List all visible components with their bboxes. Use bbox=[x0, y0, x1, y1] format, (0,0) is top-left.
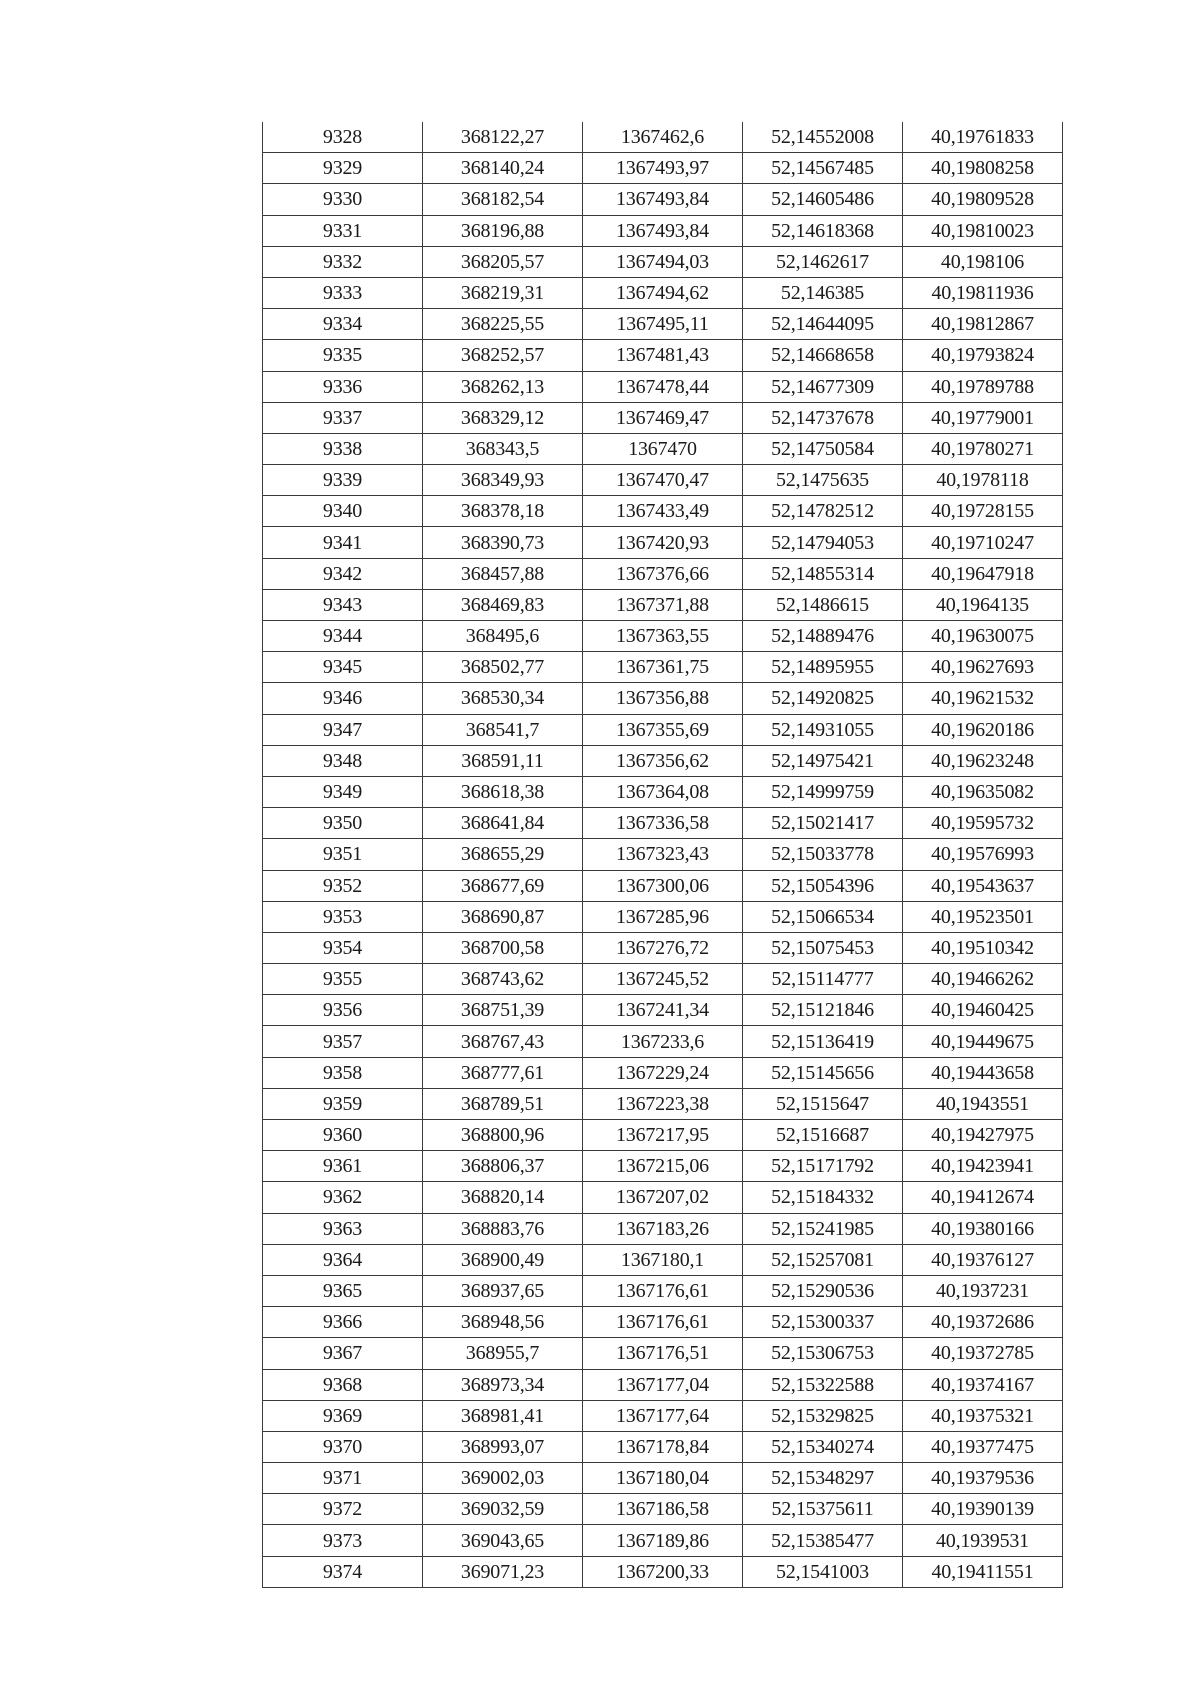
x-coordinate-cell: 368196,88 bbox=[423, 215, 583, 246]
table-row bbox=[263, 808, 1063, 839]
table-row bbox=[263, 1026, 1063, 1057]
point-number-cell: 9349 bbox=[263, 776, 423, 807]
y-coordinate-cell: 1367183,26 bbox=[583, 1213, 743, 1244]
latitude-cell: 52,15257081 bbox=[743, 1244, 903, 1275]
latitude-cell: 52,1486615 bbox=[743, 589, 903, 620]
y-coordinate-cell: 1367494,03 bbox=[583, 246, 743, 277]
longitude-cell: 40,1943551 bbox=[903, 1088, 1063, 1119]
point-number-cell: 9345 bbox=[263, 652, 423, 683]
latitude-cell: 52,14677309 bbox=[743, 371, 903, 402]
longitude-cell: 40,198106 bbox=[903, 246, 1063, 277]
table-row bbox=[263, 309, 1063, 340]
table-row bbox=[263, 1431, 1063, 1462]
y-coordinate-cell: 1367300,06 bbox=[583, 870, 743, 901]
longitude-cell: 40,19510342 bbox=[903, 932, 1063, 963]
latitude-cell: 52,15241985 bbox=[743, 1213, 903, 1244]
point-number-cell: 9373 bbox=[263, 1525, 423, 1556]
latitude-cell: 52,1475635 bbox=[743, 465, 903, 496]
x-coordinate-cell: 368751,39 bbox=[423, 995, 583, 1026]
x-coordinate-cell: 368378,18 bbox=[423, 496, 583, 527]
longitude-cell: 40,19390139 bbox=[903, 1494, 1063, 1525]
longitude-cell: 40,19647918 bbox=[903, 558, 1063, 589]
point-number-cell: 9366 bbox=[263, 1307, 423, 1338]
y-coordinate-cell: 1367229,24 bbox=[583, 1057, 743, 1088]
latitude-cell: 52,15066534 bbox=[743, 901, 903, 932]
point-number-cell: 9348 bbox=[263, 745, 423, 776]
latitude-cell: 52,14644095 bbox=[743, 309, 903, 340]
point-number-cell: 9351 bbox=[263, 839, 423, 870]
x-coordinate-cell: 368182,54 bbox=[423, 184, 583, 215]
latitude-cell: 52,14931055 bbox=[743, 714, 903, 745]
y-coordinate-cell: 1367481,43 bbox=[583, 340, 743, 371]
latitude-cell: 52,15171792 bbox=[743, 1151, 903, 1182]
y-coordinate-cell: 1367178,84 bbox=[583, 1431, 743, 1462]
longitude-cell: 40,19411551 bbox=[903, 1556, 1063, 1587]
latitude-cell: 52,14889476 bbox=[743, 621, 903, 652]
x-coordinate-cell: 368777,61 bbox=[423, 1057, 583, 1088]
longitude-cell: 40,1939531 bbox=[903, 1525, 1063, 1556]
x-coordinate-cell: 368262,13 bbox=[423, 371, 583, 402]
point-number-cell: 9352 bbox=[263, 870, 423, 901]
x-coordinate-cell: 369032,59 bbox=[423, 1494, 583, 1525]
longitude-cell: 40,19808258 bbox=[903, 153, 1063, 184]
x-coordinate-cell: 368900,49 bbox=[423, 1244, 583, 1275]
longitude-cell: 40,19379536 bbox=[903, 1463, 1063, 1494]
x-coordinate-cell: 368591,11 bbox=[423, 745, 583, 776]
latitude-cell: 52,15375611 bbox=[743, 1494, 903, 1525]
point-number-cell: 9362 bbox=[263, 1182, 423, 1213]
y-coordinate-cell: 1367176,61 bbox=[583, 1307, 743, 1338]
longitude-cell: 40,19728155 bbox=[903, 496, 1063, 527]
table-row bbox=[263, 402, 1063, 433]
table-row bbox=[263, 932, 1063, 963]
y-coordinate-cell: 1367376,66 bbox=[583, 558, 743, 589]
x-coordinate-cell: 369071,23 bbox=[423, 1556, 583, 1587]
y-coordinate-cell: 1367364,08 bbox=[583, 776, 743, 807]
x-coordinate-cell: 368690,87 bbox=[423, 901, 583, 932]
point-number-cell: 9361 bbox=[263, 1151, 423, 1182]
latitude-cell: 52,15340274 bbox=[743, 1431, 903, 1462]
x-coordinate-cell: 368502,77 bbox=[423, 652, 583, 683]
point-number-cell: 9341 bbox=[263, 527, 423, 558]
longitude-cell: 40,19427975 bbox=[903, 1120, 1063, 1151]
table-row bbox=[263, 995, 1063, 1026]
x-coordinate-cell: 368469,83 bbox=[423, 589, 583, 620]
longitude-cell: 40,19810023 bbox=[903, 215, 1063, 246]
table-row bbox=[263, 1525, 1063, 1556]
table-row bbox=[263, 683, 1063, 714]
latitude-cell: 52,1541003 bbox=[743, 1556, 903, 1587]
y-coordinate-cell: 1367285,96 bbox=[583, 901, 743, 932]
longitude-cell: 40,19372785 bbox=[903, 1338, 1063, 1369]
latitude-cell: 52,1462617 bbox=[743, 246, 903, 277]
point-number-cell: 9347 bbox=[263, 714, 423, 745]
latitude-cell: 52,1516687 bbox=[743, 1120, 903, 1151]
longitude-cell: 40,19376127 bbox=[903, 1244, 1063, 1275]
latitude-cell: 52,14895955 bbox=[743, 652, 903, 683]
latitude-cell: 52,14975421 bbox=[743, 745, 903, 776]
x-coordinate-cell: 368700,58 bbox=[423, 932, 583, 963]
longitude-cell: 40,19374167 bbox=[903, 1369, 1063, 1400]
latitude-cell: 52,15033778 bbox=[743, 839, 903, 870]
table-row bbox=[263, 184, 1063, 215]
latitude-cell: 52,15075453 bbox=[743, 932, 903, 963]
table-row bbox=[263, 496, 1063, 527]
table-row bbox=[263, 465, 1063, 496]
point-number-cell: 9359 bbox=[263, 1088, 423, 1119]
table-row bbox=[263, 1494, 1063, 1525]
point-number-cell: 9369 bbox=[263, 1400, 423, 1431]
table-row bbox=[263, 1244, 1063, 1275]
point-number-cell: 9337 bbox=[263, 402, 423, 433]
table-row bbox=[263, 122, 1063, 153]
longitude-cell: 40,19380166 bbox=[903, 1213, 1063, 1244]
x-coordinate-cell: 368743,62 bbox=[423, 964, 583, 995]
x-coordinate-cell: 368981,41 bbox=[423, 1400, 583, 1431]
latitude-cell: 52,15300337 bbox=[743, 1307, 903, 1338]
table-row bbox=[263, 964, 1063, 995]
point-number-cell: 9339 bbox=[263, 465, 423, 496]
y-coordinate-cell: 1367356,62 bbox=[583, 745, 743, 776]
point-number-cell: 9332 bbox=[263, 246, 423, 277]
table-row bbox=[263, 589, 1063, 620]
table-row bbox=[263, 527, 1063, 558]
y-coordinate-cell: 1367493,97 bbox=[583, 153, 743, 184]
y-coordinate-cell: 1367494,62 bbox=[583, 277, 743, 308]
coordinates-table bbox=[262, 122, 1063, 1588]
latitude-cell: 52,15021417 bbox=[743, 808, 903, 839]
point-number-cell: 9357 bbox=[263, 1026, 423, 1057]
longitude-cell: 40,19627693 bbox=[903, 652, 1063, 683]
point-number-cell: 9354 bbox=[263, 932, 423, 963]
table-row bbox=[263, 1556, 1063, 1587]
point-number-cell: 9358 bbox=[263, 1057, 423, 1088]
table-row bbox=[263, 870, 1063, 901]
table-row bbox=[263, 1120, 1063, 1151]
y-coordinate-cell: 1367355,69 bbox=[583, 714, 743, 745]
y-coordinate-cell: 1367245,52 bbox=[583, 964, 743, 995]
y-coordinate-cell: 1367233,6 bbox=[583, 1026, 743, 1057]
y-coordinate-cell: 1367207,02 bbox=[583, 1182, 743, 1213]
y-coordinate-cell: 1367371,88 bbox=[583, 589, 743, 620]
latitude-cell: 52,146385 bbox=[743, 277, 903, 308]
x-coordinate-cell: 368205,57 bbox=[423, 246, 583, 277]
point-number-cell: 9343 bbox=[263, 589, 423, 620]
latitude-cell: 52,14567485 bbox=[743, 153, 903, 184]
longitude-cell: 40,1937231 bbox=[903, 1275, 1063, 1306]
point-number-cell: 9336 bbox=[263, 371, 423, 402]
point-number-cell: 9360 bbox=[263, 1120, 423, 1151]
y-coordinate-cell: 1367189,86 bbox=[583, 1525, 743, 1556]
table-row bbox=[263, 714, 1063, 745]
latitude-cell: 52,1515647 bbox=[743, 1088, 903, 1119]
latitude-cell: 52,15136419 bbox=[743, 1026, 903, 1057]
point-number-cell: 9371 bbox=[263, 1463, 423, 1494]
table-row bbox=[263, 277, 1063, 308]
x-coordinate-cell: 368767,43 bbox=[423, 1026, 583, 1057]
point-number-cell: 9364 bbox=[263, 1244, 423, 1275]
table-row bbox=[263, 153, 1063, 184]
longitude-cell: 40,19423941 bbox=[903, 1151, 1063, 1182]
table-row bbox=[263, 1275, 1063, 1306]
x-coordinate-cell: 368677,69 bbox=[423, 870, 583, 901]
point-number-cell: 9342 bbox=[263, 558, 423, 589]
longitude-cell: 40,19793824 bbox=[903, 340, 1063, 371]
longitude-cell: 40,19630075 bbox=[903, 621, 1063, 652]
x-coordinate-cell: 368541,7 bbox=[423, 714, 583, 745]
table-row bbox=[263, 1369, 1063, 1400]
point-number-cell: 9328 bbox=[263, 122, 423, 153]
longitude-cell: 40,19620186 bbox=[903, 714, 1063, 745]
y-coordinate-cell: 1367180,1 bbox=[583, 1244, 743, 1275]
x-coordinate-cell: 368948,56 bbox=[423, 1307, 583, 1338]
point-number-cell: 9365 bbox=[263, 1275, 423, 1306]
point-number-cell: 9346 bbox=[263, 683, 423, 714]
latitude-cell: 52,14999759 bbox=[743, 776, 903, 807]
x-coordinate-cell: 368820,14 bbox=[423, 1182, 583, 1213]
x-coordinate-cell: 368806,37 bbox=[423, 1151, 583, 1182]
longitude-cell: 40,19377475 bbox=[903, 1431, 1063, 1462]
longitude-cell: 40,19372686 bbox=[903, 1307, 1063, 1338]
x-coordinate-cell: 368457,88 bbox=[423, 558, 583, 589]
point-number-cell: 9368 bbox=[263, 1369, 423, 1400]
table-row bbox=[263, 340, 1063, 371]
longitude-cell: 40,19812867 bbox=[903, 309, 1063, 340]
point-number-cell: 9334 bbox=[263, 309, 423, 340]
table-row bbox=[263, 215, 1063, 246]
table-row bbox=[263, 246, 1063, 277]
latitude-cell: 52,14794053 bbox=[743, 527, 903, 558]
point-number-cell: 9374 bbox=[263, 1556, 423, 1587]
table-row bbox=[263, 901, 1063, 932]
x-coordinate-cell: 368390,73 bbox=[423, 527, 583, 558]
x-coordinate-cell: 368343,5 bbox=[423, 433, 583, 464]
y-coordinate-cell: 1367323,43 bbox=[583, 839, 743, 870]
x-coordinate-cell: 368122,27 bbox=[423, 122, 583, 153]
y-coordinate-cell: 1367223,38 bbox=[583, 1088, 743, 1119]
table-row bbox=[263, 1213, 1063, 1244]
longitude-cell: 40,19449675 bbox=[903, 1026, 1063, 1057]
table-row bbox=[263, 1338, 1063, 1369]
longitude-cell: 40,1978118 bbox=[903, 465, 1063, 496]
latitude-cell: 52,15385477 bbox=[743, 1525, 903, 1556]
y-coordinate-cell: 1367180,04 bbox=[583, 1463, 743, 1494]
point-number-cell: 9350 bbox=[263, 808, 423, 839]
y-coordinate-cell: 1367276,72 bbox=[583, 932, 743, 963]
longitude-cell: 40,19761833 bbox=[903, 122, 1063, 153]
latitude-cell: 52,14920825 bbox=[743, 683, 903, 714]
table-row bbox=[263, 1182, 1063, 1213]
latitude-cell: 52,14668658 bbox=[743, 340, 903, 371]
table-row bbox=[263, 1151, 1063, 1182]
point-number-cell: 9363 bbox=[263, 1213, 423, 1244]
latitude-cell: 52,15114777 bbox=[743, 964, 903, 995]
table-row bbox=[263, 1088, 1063, 1119]
table-row bbox=[263, 1057, 1063, 1088]
y-coordinate-cell: 1367493,84 bbox=[583, 184, 743, 215]
x-coordinate-cell: 368655,29 bbox=[423, 839, 583, 870]
y-coordinate-cell: 1367361,75 bbox=[583, 652, 743, 683]
x-coordinate-cell: 368329,12 bbox=[423, 402, 583, 433]
x-coordinate-cell: 368937,65 bbox=[423, 1275, 583, 1306]
table-row bbox=[263, 621, 1063, 652]
latitude-cell: 52,15184332 bbox=[743, 1182, 903, 1213]
latitude-cell: 52,14782512 bbox=[743, 496, 903, 527]
point-number-cell: 9333 bbox=[263, 277, 423, 308]
table-row bbox=[263, 745, 1063, 776]
point-number-cell: 9367 bbox=[263, 1338, 423, 1369]
y-coordinate-cell: 1367356,88 bbox=[583, 683, 743, 714]
y-coordinate-cell: 1367177,64 bbox=[583, 1400, 743, 1431]
x-coordinate-cell: 368618,38 bbox=[423, 776, 583, 807]
longitude-cell: 40,19779001 bbox=[903, 402, 1063, 433]
y-coordinate-cell: 1367363,55 bbox=[583, 621, 743, 652]
x-coordinate-cell: 368641,84 bbox=[423, 808, 583, 839]
latitude-cell: 52,15121846 bbox=[743, 995, 903, 1026]
point-number-cell: 9370 bbox=[263, 1431, 423, 1462]
table-row bbox=[263, 433, 1063, 464]
y-coordinate-cell: 1367493,84 bbox=[583, 215, 743, 246]
point-number-cell: 9340 bbox=[263, 496, 423, 527]
point-number-cell: 9335 bbox=[263, 340, 423, 371]
x-coordinate-cell: 368789,51 bbox=[423, 1088, 583, 1119]
y-coordinate-cell: 1367462,6 bbox=[583, 122, 743, 153]
y-coordinate-cell: 1367200,33 bbox=[583, 1556, 743, 1587]
point-number-cell: 9355 bbox=[263, 964, 423, 995]
longitude-cell: 40,19543637 bbox=[903, 870, 1063, 901]
y-coordinate-cell: 1367470 bbox=[583, 433, 743, 464]
latitude-cell: 52,14737678 bbox=[743, 402, 903, 433]
point-number-cell: 9356 bbox=[263, 995, 423, 1026]
x-coordinate-cell: 368800,96 bbox=[423, 1120, 583, 1151]
x-coordinate-cell: 368883,76 bbox=[423, 1213, 583, 1244]
longitude-cell: 40,19621532 bbox=[903, 683, 1063, 714]
latitude-cell: 52,15290536 bbox=[743, 1275, 903, 1306]
y-coordinate-cell: 1367176,51 bbox=[583, 1338, 743, 1369]
table-body bbox=[263, 122, 1063, 1587]
longitude-cell: 40,19789788 bbox=[903, 371, 1063, 402]
y-coordinate-cell: 1367241,34 bbox=[583, 995, 743, 1026]
y-coordinate-cell: 1367177,04 bbox=[583, 1369, 743, 1400]
table-row bbox=[263, 776, 1063, 807]
longitude-cell: 40,1964135 bbox=[903, 589, 1063, 620]
longitude-cell: 40,19443658 bbox=[903, 1057, 1063, 1088]
longitude-cell: 40,19460425 bbox=[903, 995, 1063, 1026]
latitude-cell: 52,15054396 bbox=[743, 870, 903, 901]
y-coordinate-cell: 1367336,58 bbox=[583, 808, 743, 839]
table-row bbox=[263, 371, 1063, 402]
table-row bbox=[263, 1400, 1063, 1431]
x-coordinate-cell: 368225,55 bbox=[423, 309, 583, 340]
latitude-cell: 52,14855314 bbox=[743, 558, 903, 589]
table-row bbox=[263, 558, 1063, 589]
x-coordinate-cell: 368495,6 bbox=[423, 621, 583, 652]
longitude-cell: 40,19623248 bbox=[903, 745, 1063, 776]
longitude-cell: 40,19710247 bbox=[903, 527, 1063, 558]
longitude-cell: 40,19635082 bbox=[903, 776, 1063, 807]
x-coordinate-cell: 368219,31 bbox=[423, 277, 583, 308]
x-coordinate-cell: 368973,34 bbox=[423, 1369, 583, 1400]
x-coordinate-cell: 368955,7 bbox=[423, 1338, 583, 1369]
table-row bbox=[263, 1307, 1063, 1338]
latitude-cell: 52,15348297 bbox=[743, 1463, 903, 1494]
point-number-cell: 9338 bbox=[263, 433, 423, 464]
table-row bbox=[263, 1463, 1063, 1494]
point-number-cell: 9331 bbox=[263, 215, 423, 246]
table-row bbox=[263, 839, 1063, 870]
point-number-cell: 9329 bbox=[263, 153, 423, 184]
x-coordinate-cell: 369043,65 bbox=[423, 1525, 583, 1556]
longitude-cell: 40,19375321 bbox=[903, 1400, 1063, 1431]
latitude-cell: 52,15329825 bbox=[743, 1400, 903, 1431]
latitude-cell: 52,14618368 bbox=[743, 215, 903, 246]
longitude-cell: 40,19466262 bbox=[903, 964, 1063, 995]
y-coordinate-cell: 1367495,11 bbox=[583, 309, 743, 340]
x-coordinate-cell: 368993,07 bbox=[423, 1431, 583, 1462]
y-coordinate-cell: 1367470,47 bbox=[583, 465, 743, 496]
y-coordinate-cell: 1367469,47 bbox=[583, 402, 743, 433]
table-row bbox=[263, 652, 1063, 683]
y-coordinate-cell: 1367433,49 bbox=[583, 496, 743, 527]
x-coordinate-cell: 368349,93 bbox=[423, 465, 583, 496]
y-coordinate-cell: 1367217,95 bbox=[583, 1120, 743, 1151]
point-number-cell: 9344 bbox=[263, 621, 423, 652]
x-coordinate-cell: 368252,57 bbox=[423, 340, 583, 371]
latitude-cell: 52,15306753 bbox=[743, 1338, 903, 1369]
longitude-cell: 40,19780271 bbox=[903, 433, 1063, 464]
latitude-cell: 52,15145656 bbox=[743, 1057, 903, 1088]
y-coordinate-cell: 1367478,44 bbox=[583, 371, 743, 402]
longitude-cell: 40,19595732 bbox=[903, 808, 1063, 839]
y-coordinate-cell: 1367215,06 bbox=[583, 1151, 743, 1182]
y-coordinate-cell: 1367186,58 bbox=[583, 1494, 743, 1525]
latitude-cell: 52,14552008 bbox=[743, 122, 903, 153]
y-coordinate-cell: 1367420,93 bbox=[583, 527, 743, 558]
latitude-cell: 52,14750584 bbox=[743, 433, 903, 464]
y-coordinate-cell: 1367176,61 bbox=[583, 1275, 743, 1306]
longitude-cell: 40,19523501 bbox=[903, 901, 1063, 932]
point-number-cell: 9372 bbox=[263, 1494, 423, 1525]
latitude-cell: 52,14605486 bbox=[743, 184, 903, 215]
x-coordinate-cell: 368530,34 bbox=[423, 683, 583, 714]
longitude-cell: 40,19412674 bbox=[903, 1182, 1063, 1213]
point-number-cell: 9330 bbox=[263, 184, 423, 215]
x-coordinate-cell: 368140,24 bbox=[423, 153, 583, 184]
longitude-cell: 40,19809528 bbox=[903, 184, 1063, 215]
longitude-cell: 40,19576993 bbox=[903, 839, 1063, 870]
latitude-cell: 52,15322588 bbox=[743, 1369, 903, 1400]
longitude-cell: 40,19811936 bbox=[903, 277, 1063, 308]
x-coordinate-cell: 369002,03 bbox=[423, 1463, 583, 1494]
point-number-cell: 9353 bbox=[263, 901, 423, 932]
